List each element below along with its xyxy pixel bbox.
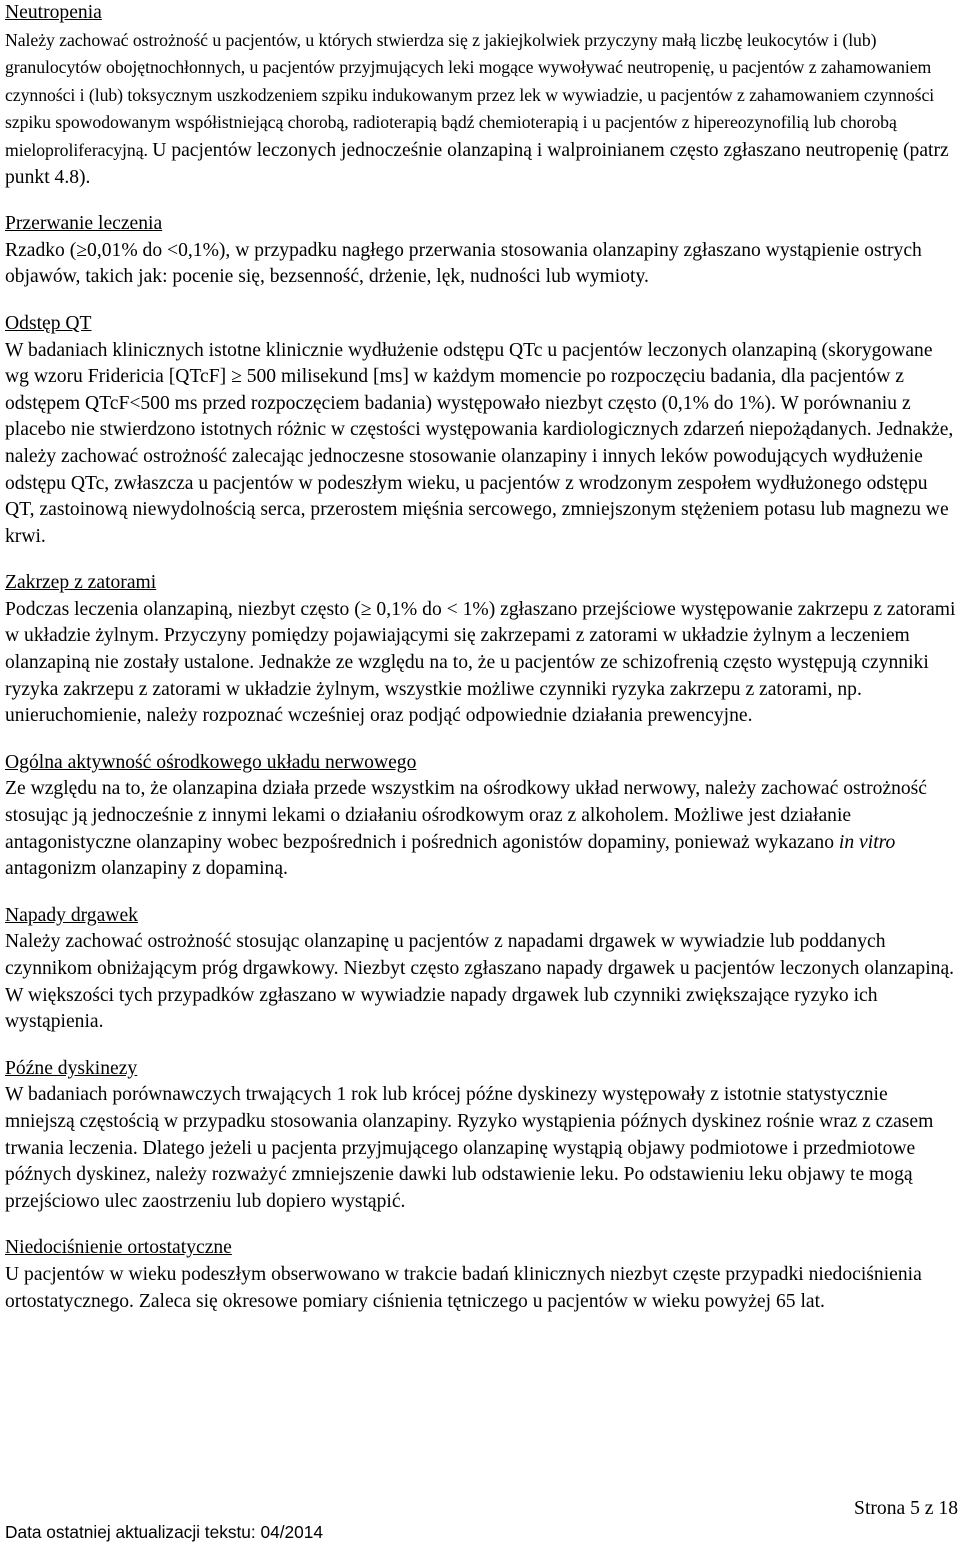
paragraph-text: antagonizm olanzapiny z dopaminą. xyxy=(5,858,288,880)
section-heading: Zakrzep z zatorami xyxy=(5,572,157,594)
section-gap xyxy=(5,291,957,311)
section-heading: Ogólna aktywność ośrodkowego układu nerwowego xyxy=(5,751,417,773)
paragraph-text: Należy zachować ostrożność stosując olanzapinę u pacjentów z napadami drgawek w wywiadzie lub poddanych czynnikom obniżającym próg drgawkowy. Niezbyt często zgłaszano napady drgawek u pacjentów leczonych olanzapiną. W większości tych przypadków zgłaszano w wywiadzie napady drgawek lub czynniki zwiększające ryzyko ich wystąpienia. xyxy=(5,931,955,1033)
section-gap xyxy=(5,550,957,570)
paragraph-text: U pacjentów w wieku podeszłym obserwowano w trakcie badań klinicznych niezbyt częste przypadki niedociśnienia ortostatycznego. Zaleca się okresowe pomiary ciśnienia tętniczego u pacjentów w wieku powyżej 65 lat. xyxy=(5,1263,922,1312)
section-paragraph xyxy=(5,597,957,730)
section-dyskinezy xyxy=(5,1056,957,1216)
section-drgawki xyxy=(5,903,957,1036)
section-paragraph xyxy=(5,27,957,192)
section-zakrzep xyxy=(5,570,957,730)
section-osrodkowy xyxy=(5,750,957,883)
section-paragraph xyxy=(5,1262,957,1315)
section-heading: Napady drgawek xyxy=(5,904,138,926)
paragraph-text: Podczas leczenia olanzapiną, niezbyt często (≥ 0,1% do < 1%) zgłaszano przejściowe występowanie zakrzepu z zatorami w układzie żylnym. Przyczyny pomiędzy pojawiającymi się zakrzepami z zatorami w układzie żylnym a leczeniem olanzapiną nie zostały ustalone. Jednakże ze względu na to, że u pacjentów ze schizofrenią często występują czynniki ryzyka zakrzepu z zatorami w układzie żylnym, wszystkie możliwe czynniki ryzyka zakrzepu z zatorami, np. unieruchomienie, należy rozpoznać wcześniej oraz podjąć odpowiednie działania prewencyjne. xyxy=(5,598,956,727)
section-heading: Późne dyskinezy xyxy=(5,1057,138,1079)
section-gap xyxy=(5,1215,957,1235)
paragraph-text: W badaniach klinicznych istotne klinicznie wydłużenie odstępu QTc u pacjentów leczonych olanzapiną (skorygowane wg wzoru Fridericia [QTcF] ≥ 500 milisekund [ms] w każdym momencie po rozpoczęciu badania, dla pacjentów z odstępem QTcF<500 ms przed rozpoczęciem badania) występowało niezbyt często (0,1% do 1%). W porównaniu z placebo nie stwierdzono istotnych różnic w częstości występowania kardiologicznych zdarzeń niepożądanych. Jednakże, należy zachować ostrożność zalecając jednoczesne stosowanie olanzapiny i innych leków powodujących wydłużenie odstępu QTc, zwłaszcza u pacjentów w podeszłym wieku, u pacjentów z wrodzonym zespołem wydłużonego odstępu QT, zastoinową niewydolnością serca, przerostem mięśnia sercowego, zmniejszonym stężeniem potasu lub magnezu we krwi. xyxy=(5,339,954,547)
paragraph-text: Ze względu na to, że olanzapina działa przede wszystkim na ośrodkowy układ nerwowy, należy zachować ostrożność stosując ją jednocześnie z innymi lekami o działaniu ośrodkowym oraz z alkoholem. Możliwe jest działanie antagonistyczne olanzapiny wobec bezpośrednich i pośrednich agonistów dopaminy, ponieważ wykazano xyxy=(5,778,928,853)
section-gap xyxy=(5,883,957,903)
paragraph-text: in vitro xyxy=(838,831,896,853)
section-paragraph xyxy=(5,776,957,882)
section-paragraph xyxy=(5,929,957,1035)
last-update-date: Data ostatniej aktualizacji tekstu: 04/2014 xyxy=(5,1522,323,1542)
section-paragraph xyxy=(5,1082,957,1215)
section-heading: Niedociśnienie ortostatyczne xyxy=(5,1237,232,1259)
section-neutropenia xyxy=(5,0,957,191)
paragraph-text: Należy zachować ostrożność u pacjentów, u których stwierdza się z jakiejkolwiek przyczyny małą liczbę leukocytów i (lub) granulocytów obojętnochłonnych, u pacjentów przyjmujących leki mogące wywoływać neutropenię, u pacjentów z zahamowaniem czynności i (lub) toksycznym uszkodzeniem szpiku indukowanym przez lek w wywiadzie, u pacjentów z zahamowaniem czynności szpiku spowodowanym współistniejącą chorobą, radioterapią bądź chemioterapią i u pacjentów z hipereozynofilią lub chorobą mieloproliferacyjną. xyxy=(5,29,935,160)
section-niedocisnienie xyxy=(5,1235,957,1315)
section-gap xyxy=(5,191,957,211)
section-gap xyxy=(5,730,957,750)
section-heading: Przerwanie leczenia xyxy=(5,213,163,235)
section-paragraph xyxy=(5,238,957,291)
section-przerwanie xyxy=(5,211,957,291)
page-number: Strona 5 z 18 xyxy=(854,1498,958,1519)
paragraph-text: U pacjentów leczonych jednocześnie olanzapiną i walproinianem często zgłaszano neutropenię (patrz punkt 4.8). xyxy=(5,139,949,188)
section-heading: Neutropenia xyxy=(5,2,102,23)
paragraph-text: Rzadko (≥0,01% do <0,1%), w przypadku nagłego przerwania stosowania olanzapiny zgłaszano wystąpienie ostrych objawów, takich jak: pocenie się, bezsenność, drżenie, lęk, nudności lub wymioty. xyxy=(5,239,922,288)
paragraph-text: W badaniach porównawczych trwających 1 rok lub krócej późne dyskinezy występowały z istotnie statystycznie mniejszą częstością w przypadku stosowania olanzapiny. Ryzyko wystąpienia późnych dyskinez rośnie wraz z czasem trwania leczenia. Dlatego jeżeli u pacjenta przyjmującego olanzapinę wystąpią objawy podmiotowe i przedmiotowe późnych dyskinez, należy rozważyć zmniejszenie dawki lub odstawienie leku. Po odstawieniu leku objawy te mogą przejściowo ulec zaostrzeniu lub dopiero wystąpić. xyxy=(5,1084,934,1212)
section-gap xyxy=(5,1036,957,1056)
section-paragraph xyxy=(5,338,957,551)
section-qt xyxy=(5,311,957,550)
document-body xyxy=(5,0,957,1315)
section-heading: Odstęp QT xyxy=(5,312,92,334)
